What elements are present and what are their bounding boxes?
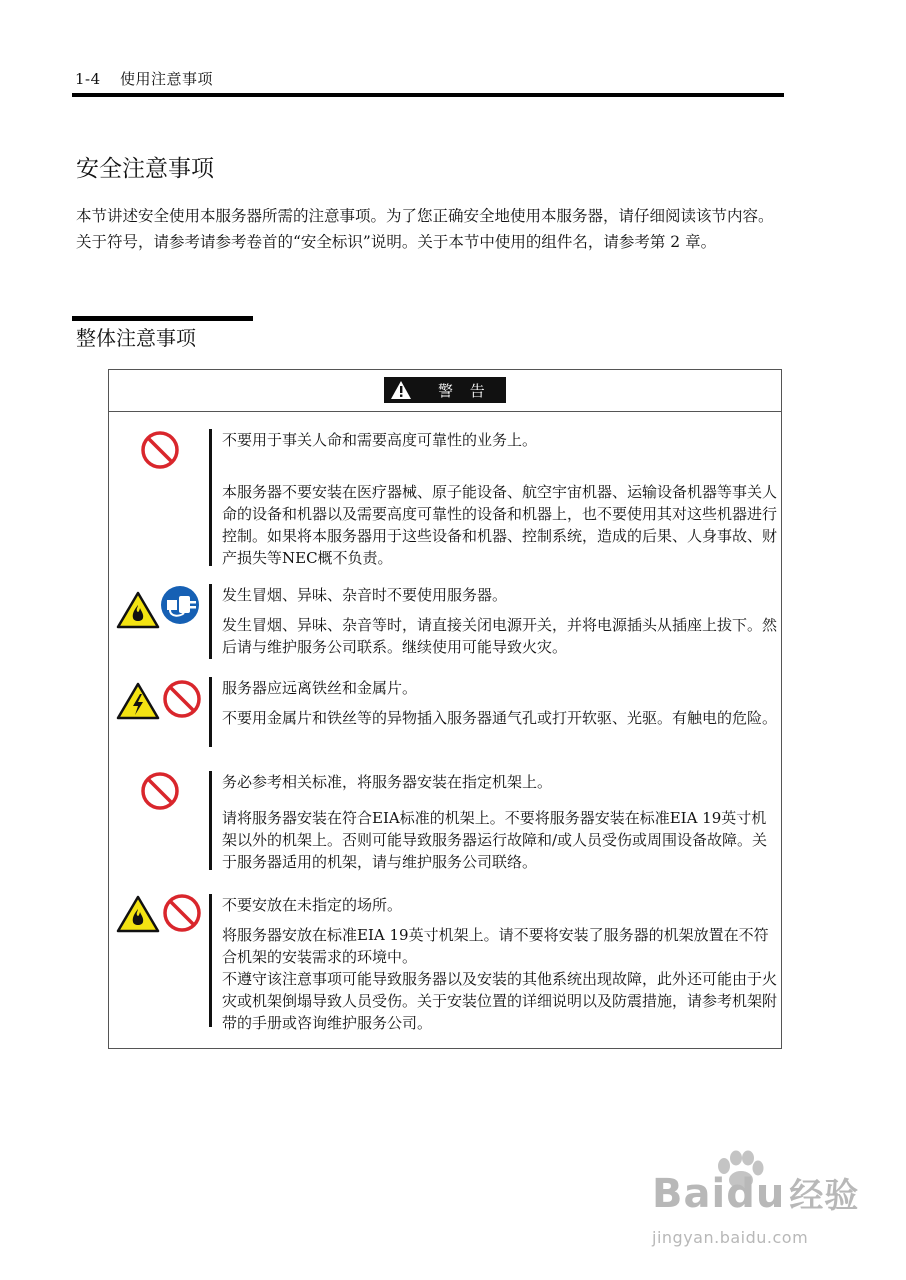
prohibition-icon <box>162 679 202 719</box>
subsection-rule <box>72 316 253 321</box>
item-body: 发生冒烟、异味、杂音等时，请直接关闭电源开关，并将电源插头从插座上拔下。然后请与维护服务公司联系。继续使用可能导致火灾。 <box>222 616 778 656</box>
section-number: 1-4 <box>75 70 101 88</box>
watermark-url: jingyan.baidu.com <box>652 1228 809 1247</box>
item-title: 不要安放在未指定的场所。 <box>222 896 403 914</box>
warning-triangle-icon <box>390 380 412 400</box>
item-bar <box>209 894 212 1027</box>
electric-shock-icon <box>116 682 160 720</box>
warning-label-text: 警 告 <box>438 381 491 400</box>
baidu-watermark <box>644 1150 866 1260</box>
header-rule <box>72 93 784 97</box>
item-body: 本服务器不要安装在医疗器械、原子能设备、航空宇宙机器、运输设备机器等事关人命的设备和机器以及需要高度可靠性的设备和机器上，也不要使用其对这些机器进行控制。如果将本服务器用于这些设备和机器、控制系统，造成的后果、人身事故、财产损失等NEC概不负责。 <box>222 483 778 567</box>
item-title: 发生冒烟、异味、杂音时不要使用服务器。 <box>222 586 508 604</box>
warning-box <box>108 369 782 1049</box>
item-body-extra: 不遵守该注意事项可能导致服务器以及安装的其他系统出现故障，此外还可能由于火灾或机架倒塌导致人员受伤。关于安装位置的详细说明以及防震措施，请参考机架附带的手册或咨询维护服务公司。 <box>222 970 778 1032</box>
fire-warning-icon <box>116 591 160 629</box>
warning-label <box>384 377 506 403</box>
item-bar <box>209 584 212 659</box>
unplug-icon <box>160 585 200 625</box>
page-title: 安全注意事项 <box>76 156 214 182</box>
item-title: 不要用于事关人命和需要高度可靠性的业务上。 <box>222 431 538 449</box>
watermark-brand-en: Baidu <box>652 1171 786 1217</box>
item-body: 不要用金属片和铁丝等的异物插入服务器通气孔或打开软驱、光驱。有触电的危险。 <box>222 709 778 727</box>
item-title: 服务器应远离铁丝和金属片。 <box>222 679 418 697</box>
watermark-brand-cn: 经验 <box>789 1176 860 1216</box>
warning-divider <box>109 411 781 412</box>
item-bar <box>209 677 212 747</box>
prohibition-icon <box>140 771 180 811</box>
intro-paragraph: 本节讲述安全使用本服务器所需的注意事项。为了您正确安全地使用本服务器，请仔细阅读该节内容。关于符号，请参考请参考卷首的“安全标识”说明。关于本节中使用的组件名，请参考第 2 章。 <box>76 207 774 251</box>
watermark-brand <box>652 1168 859 1217</box>
item-body: 请将服务器安装在符合EIA标准的机架上。不要将服务器安装在标准EIA 19英寸机架以外的机架上。否则可能导致服务器运行故障和/或人员受伤或周围设备故障。关于服务器适用的机架，请与维护服务公司联络。 <box>222 809 768 871</box>
item-body: 将服务器安放在标准EIA 19英寸机架上。请不要将安装了服务器的机架放置在不符合机架的安装需求的环境中。 <box>222 926 769 966</box>
item-title: 务必参考相关标准，将服务器安装在指定机架上。 <box>222 773 553 791</box>
item-bar <box>209 429 212 566</box>
item-bar <box>209 771 212 870</box>
section-name: 使用注意事项 <box>119 70 213 88</box>
page-header <box>75 68 213 89</box>
subsection-title: 整体注意事项 <box>76 326 196 350</box>
fire-warning-icon <box>116 895 160 933</box>
prohibition-icon <box>140 430 180 470</box>
prohibition-icon <box>162 893 202 933</box>
